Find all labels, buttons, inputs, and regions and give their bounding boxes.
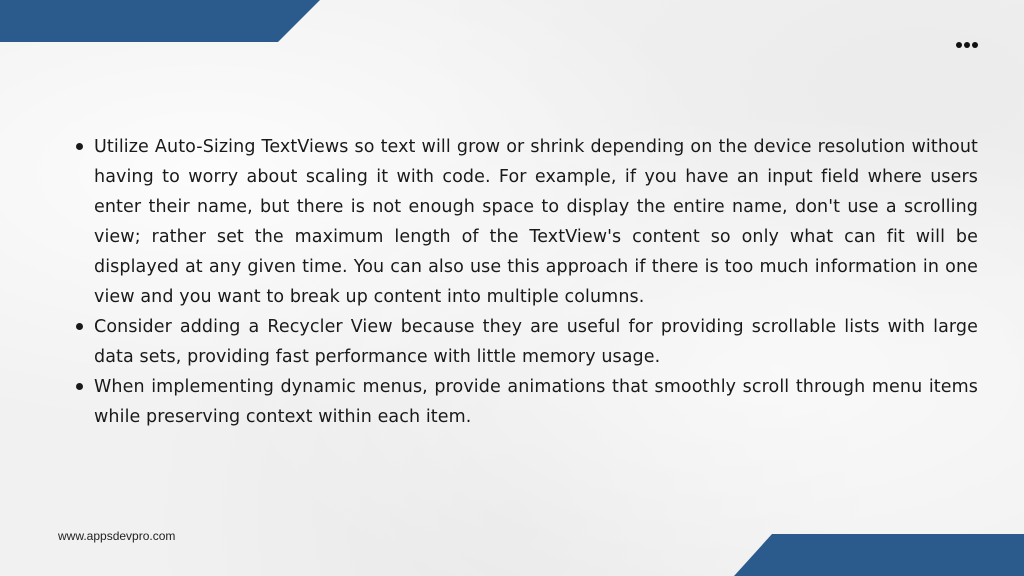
more-horizontal-icon[interactable] bbox=[955, 40, 979, 50]
slide-content bbox=[72, 132, 978, 432]
bullet-dot bbox=[76, 383, 83, 390]
bullet-item bbox=[72, 132, 978, 312]
bullet-text: Consider adding a Recycler View because they are useful for providing scrollable lists with large data sets, providing fast performance with little memory usage. bbox=[94, 317, 978, 367]
bottom-right-accent-band bbox=[0, 532, 1024, 576]
bullet-text: When implementing dynamic menus, provide animations that smoothly scroll through menu items while preserving context within each item. bbox=[94, 377, 978, 427]
bullet-list bbox=[72, 132, 978, 432]
bullet-item bbox=[72, 372, 978, 432]
bullet-dot bbox=[76, 143, 83, 150]
bullet-text: Utilize Auto-Sizing TextViews so text will grow or shrink depending on the device resolution without having to worry about scaling it with code. For example, if you have an input field where users enter their name, but there is not enough space to display the entire name, don't use a scrolling view; rather set the maximum length of the TextView's content so only what can fit will be displayed at any given time. You can also use this approach if there is too much information in one view and you want to break up content into multiple columns. bbox=[94, 137, 978, 307]
website-url[interactable]: www.appsdevpro.com bbox=[58, 529, 176, 543]
bullet-item bbox=[72, 312, 978, 372]
top-left-accent-band bbox=[0, 0, 1024, 44]
bullet-dot bbox=[76, 323, 83, 330]
